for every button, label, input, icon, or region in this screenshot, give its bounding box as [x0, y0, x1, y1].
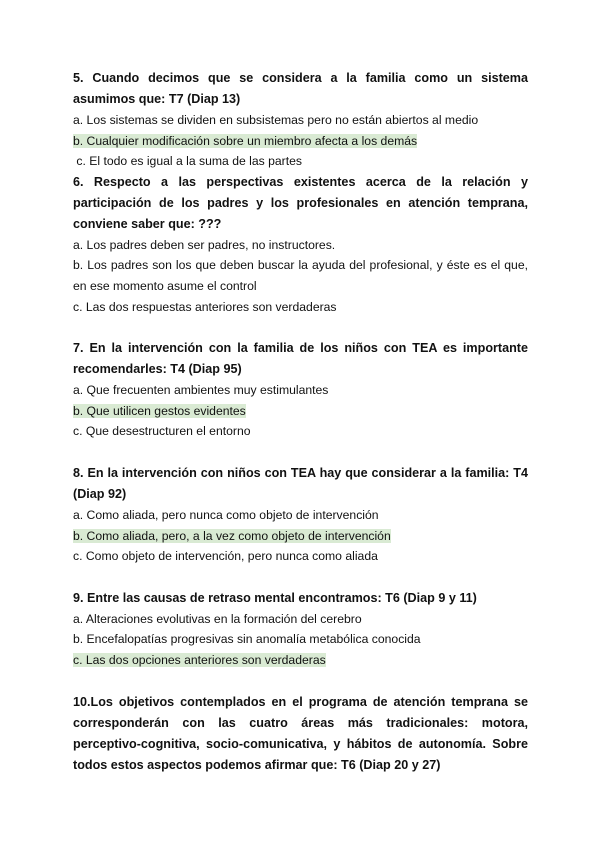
spacer — [73, 317, 528, 338]
question-8-option-c: c. Como objeto de intervención, pero nunca como aliada — [73, 549, 378, 564]
question-9-option-b: b. Encefalopatías progresivas sin anomalía metabólica conocida — [73, 632, 421, 647]
question-9-option-c — [73, 650, 528, 671]
question-5-text: 5. Cuando decimos que se considera a la familia como un sistema asumimos que: T7 (Diap 13) — [73, 71, 528, 106]
document-page — [73, 68, 528, 776]
spacer — [73, 671, 528, 692]
question-10-text: 10.Los objetivos contemplados en el programa de atención temprana se corresponderán con las cuatro áreas más tradicionales: motora, perceptivo-cognitiva, socio-comunicativa, y hábitos de autonomía. Sobre todos estos aspectos podemos afirmar que: T6 (Diap 20 y 27) — [73, 694, 528, 772]
question-6-text: 6. Respecto a las perspectivas existentes acerca de la relación y participación de los padres y los profesionales en atención temprana, conviene saber que: ??? — [73, 174, 528, 231]
question-7-option-c: c. Que desestructuren el entorno — [73, 424, 251, 439]
question-6 — [73, 172, 528, 317]
question-9-option-a: a. Alteraciones evolutivas en la formación del cerebro — [73, 611, 362, 626]
question-7-option-b-highlighted: b. Que utilicen gestos evidentes — [73, 403, 246, 418]
question-7-option-b — [73, 401, 528, 422]
question-9 — [73, 588, 528, 671]
question-6-option-b: b. Los padres son los que deben buscar la ayuda del profesional, y éste es el que, en ese momento asume el control — [73, 258, 528, 293]
question-5-option-a: a. Los sistemas se dividen en subsistemas pero no están abiertos al medio — [73, 113, 479, 127]
question-8-option-b-highlighted: b. Como aliada, pero, a la vez como objeto de intervención — [73, 528, 391, 543]
question-10 — [73, 692, 528, 776]
question-5 — [73, 68, 528, 172]
question-5-option-c: c. El todo es igual a la suma de las partes — [73, 154, 302, 169]
spacer — [73, 442, 528, 463]
question-8 — [73, 463, 528, 567]
question-5-option-b-highlighted: b. Cualquier modificación sobre un miembro afecta a los demás — [73, 133, 418, 148]
spacer — [73, 567, 528, 588]
question-8-text: 8. En la intervención con niños con TEA hay que considerar a la familia: T4 (Diap 92) — [73, 465, 528, 501]
question-6-option-c: c. Las dos respuestas anteriores son verdaderas — [73, 299, 337, 314]
question-9-text: 9. Entre las causas de retraso mental encontramos: T6 (Diap 9 y 11) — [73, 590, 477, 605]
question-9-option-c-highlighted: c. Las dos opciones anteriores son verdaderas — [73, 652, 326, 667]
question-8-option-a: a. Como aliada, pero nunca como objeto de intervención — [73, 507, 379, 522]
question-7 — [73, 338, 528, 442]
question-7-text: 7. En la intervención con la familia de los niños con TEA es importante recomendarles: T4 (Diap 95) — [73, 341, 528, 377]
question-8-option-b — [73, 526, 528, 547]
question-7-option-a: a. Que frecuenten ambientes muy estimulantes — [73, 383, 329, 398]
question-6-option-a: a. Los padres deben ser padres, no instructores. — [73, 237, 336, 252]
question-5-option-b — [73, 131, 528, 152]
